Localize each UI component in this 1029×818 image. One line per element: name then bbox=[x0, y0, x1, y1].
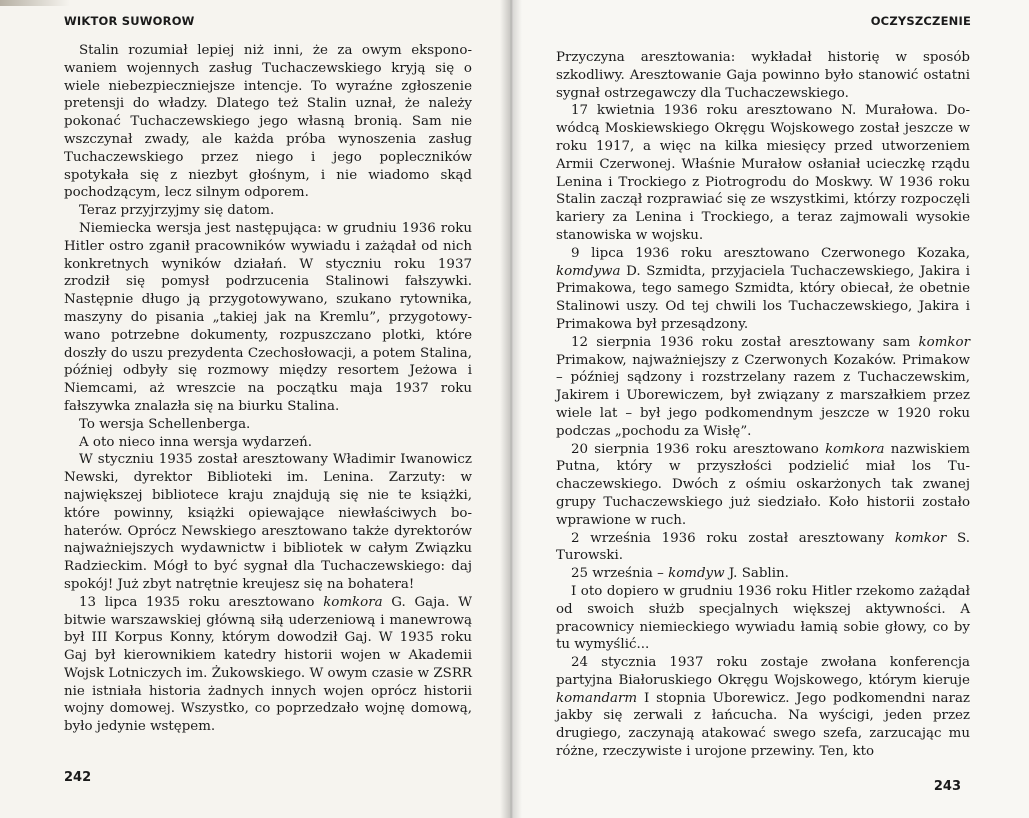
paragraph: To wersja Schellenberga. bbox=[79, 416, 251, 432]
paragraph-text: 9 lipca 1936 roku aresztowano Czerwonego Kozaka, bbox=[571, 245, 970, 261]
paragraph-text: J. Sablin. bbox=[724, 566, 789, 582]
paragraph-text: 20 sierpnia 1936 roku aresztowano bbox=[571, 441, 826, 457]
paragraph-text: I stopnia Uborewicz. Jego podkomendni naraz jakby się zerwali z łańcucha. Na wyścigi, jeden przez drugiego, zaczynają atakować swego szefa, zarzucając mu różne, rzeczywiste i urojone przewiny. Ten, kto bbox=[556, 690, 970, 760]
page-number-left: 242 bbox=[64, 770, 92, 785]
paragraph-text: S. Turowski. bbox=[556, 530, 970, 564]
paragraph-text: Primakow, najważniejszy z Czerwonych Kozaków. Primakow – później sądzony i rozstrzelany razem z Tuchaczewskim, Jakirem i Uborewiczem, był związany z marszałkiem przez wiele lat – był jego podkomendnym jeszcze w 1920 roku podczas „pochodu za Wisłę”. bbox=[556, 352, 970, 439]
paragraph-text: 2 września 1936 roku został aresztowany bbox=[571, 530, 895, 546]
paragraph-text: 13 lipca 1935 roku aresztowano bbox=[79, 594, 324, 610]
military-rank-term: komkora bbox=[323, 594, 383, 610]
military-rank-term: komdywa bbox=[556, 263, 621, 279]
paragraph: Teraz przyjrzyjmy się datom. bbox=[79, 203, 275, 219]
right-page bbox=[510, 0, 1029, 818]
paragraph bbox=[556, 334, 970, 441]
paragraph: 17 kwietnia 1936 roku aresztowano N. Murałowa. Dowódcą Moskiewskiego Okręgu Wojskowego został jeszcze w roku 1917, a więc na kilka miesięcy przed utworzeniem Armii Czerwonej. Właśnie Murałow osłaniał ucieczkę rządu Lenina i Trockiego z Piotrogrodu do Moskwy. W 1936 roku Stalin zaczął rozprawiać się ze wszystkimi, którzy rozpoczęli kariery za Lenina i Trockiego, a teraz zajmowali wysokie stanowiska w wojsku. bbox=[556, 103, 970, 243]
paragraph: A oto nieco inna wersja wydarzeń. bbox=[79, 434, 313, 450]
military-rank-term: komkora bbox=[825, 441, 885, 457]
military-rank-term: komkor bbox=[918, 334, 970, 350]
page-number-right: 243 bbox=[933, 779, 961, 794]
right-page-body bbox=[556, 49, 970, 761]
military-rank-term: komkor bbox=[894, 530, 947, 546]
paragraph-text: nazwiskiem Putna, który w przyszłości podzielić miał los Tuchaczewskiego. Dwóch z ośmiu oskarżonych tak zwanej grupy Tuchaczewskiego już siedziało. Koło historii zostało wprawione w ruch. bbox=[556, 441, 970, 528]
running-head-author: WIKTOR SUWOROW bbox=[64, 14, 195, 28]
military-rank-term: komdyw bbox=[668, 566, 725, 582]
paragraph: Przyczyna aresztowania: wykładał historię w sposób szkodliwy. Aresztowanie Gaja powinno było stanowić ostatni sygnał ostrzegawczy dla Tuchaczewskiego. bbox=[556, 50, 970, 101]
paragraph-text: 25 września – bbox=[571, 566, 669, 582]
paragraph: Niemiecka wersja jest następująca: w grudniu 1936 roku Hitler ostro zganił pracowników wywiadu i zażądał od nich konkretnych wyników działań. W styczniu roku 1937 zrodził się pomysł podrzucenia Stalinowi fałszywki. Następnie długo ją przygotowywano, szukano rytownika, maszyny do pisania „takiej jak na Kremlu”, przygotowywano potrzebne dokumenty, rozpuszczano plotki, które doszły do uszu prezydenta Czechosłowacji, a potem Stalina, później odbyły się rozmowy między resortem Jeżowa i Niemcami, aż wreszcie na początku maja 1937 roku fałszywka znalazła się na biurku Stalina. bbox=[64, 220, 472, 414]
left-page-body bbox=[64, 42, 472, 736]
running-head-chapter: OCZYSZCZENIE bbox=[870, 14, 971, 28]
paragraph bbox=[556, 441, 970, 530]
paragraph bbox=[556, 245, 970, 334]
military-rank-term: komandarm bbox=[556, 690, 638, 706]
paragraph: Stalin rozumiał lepiej niż inni, że za owym eksponowaniem wojennych zasług Tuchaczewskiego kryją się o wiele niebezpieczniejsze intencje. To wyraźne zgłoszenie pretensji do władzy. Dlatego też Stalin uznał, że należy pokonać Tuchaczewskiego jego własną bronią. Sam nie wszczynał zwady, ale każda próba wynoszenia zasług Tuchaczewskiego przez niego i jego popleczników spotykała się z niezbyt głośnym, i nie wiadomo skąd pochodzącym, lecz silnym odporem. bbox=[64, 43, 472, 201]
paragraph bbox=[64, 594, 472, 736]
paragraph bbox=[556, 565, 970, 583]
paragraph-text: 12 sierpnia 1936 roku został aresztowany sam bbox=[571, 334, 919, 350]
page-smudge bbox=[0, 0, 70, 6]
paragraph bbox=[556, 654, 970, 761]
paragraph bbox=[556, 530, 970, 566]
book-gutter-shadow bbox=[500, 0, 522, 818]
paragraph-text: G. Gaja. W bitwie warszawskiej główną siłą uderzeniową i manewrową był III Korpus Konny, którym dowodził Gaj. W 1935 roku Gaj był kierownikiem katedry historii wojen w Akademii Wojsk Lotniczych im. Żukowskiego. W owym czasie w ZSRR nie istniała historia żadnych innych wojen oprócz historii wojny domowej. Wszystko, co poprzedzało wojnę domową, było jedynie wstępem. bbox=[64, 594, 472, 735]
paragraph-text: 24 stycznia 1937 roku zostaje zwołana konferencja partyjna Białoruskiego Okręgu Wojskowego, którym kieruje bbox=[556, 655, 970, 688]
paragraph: I oto dopiero w grudniu 1936 roku Hitler rzekomo zażądał od swoich służb specjalnych większej aktywności. A pracownicy niemieckiego wywiadu łamią sobie głowy, co by tu wymyślić... bbox=[556, 583, 970, 653]
paragraph-text: D. Szmidta, przyjaciela Tuchaczewskiego, Jakira i Primakowa, tego samego Szmidta, który obiecał, że obetnie Stalinowi uszy. Od tej chwili los Tuchaczewskiego, Jakira i Primakowa był przesądzony. bbox=[556, 263, 970, 332]
paragraph: W styczniu 1935 został aresztowany Władimir Iwanowicz Newski, dyrektor Biblioteki im. Lenina. Zarzuty: w największej bibliotece kraju znajdują się nie te książki, które powinny, książki opiewające niewłaściwych bohaterów. Oprócz Newskiego aresztowano także dyrektorów najważniejszych wydawnictw i bibliotek w całym Związku Radzieckim. Mógł to być sygnał dla Tuchaczewskiego: daj spokój! Już zbyt natrętnie kreujesz się na bohatera! bbox=[64, 452, 472, 592]
left-page bbox=[0, 0, 510, 818]
